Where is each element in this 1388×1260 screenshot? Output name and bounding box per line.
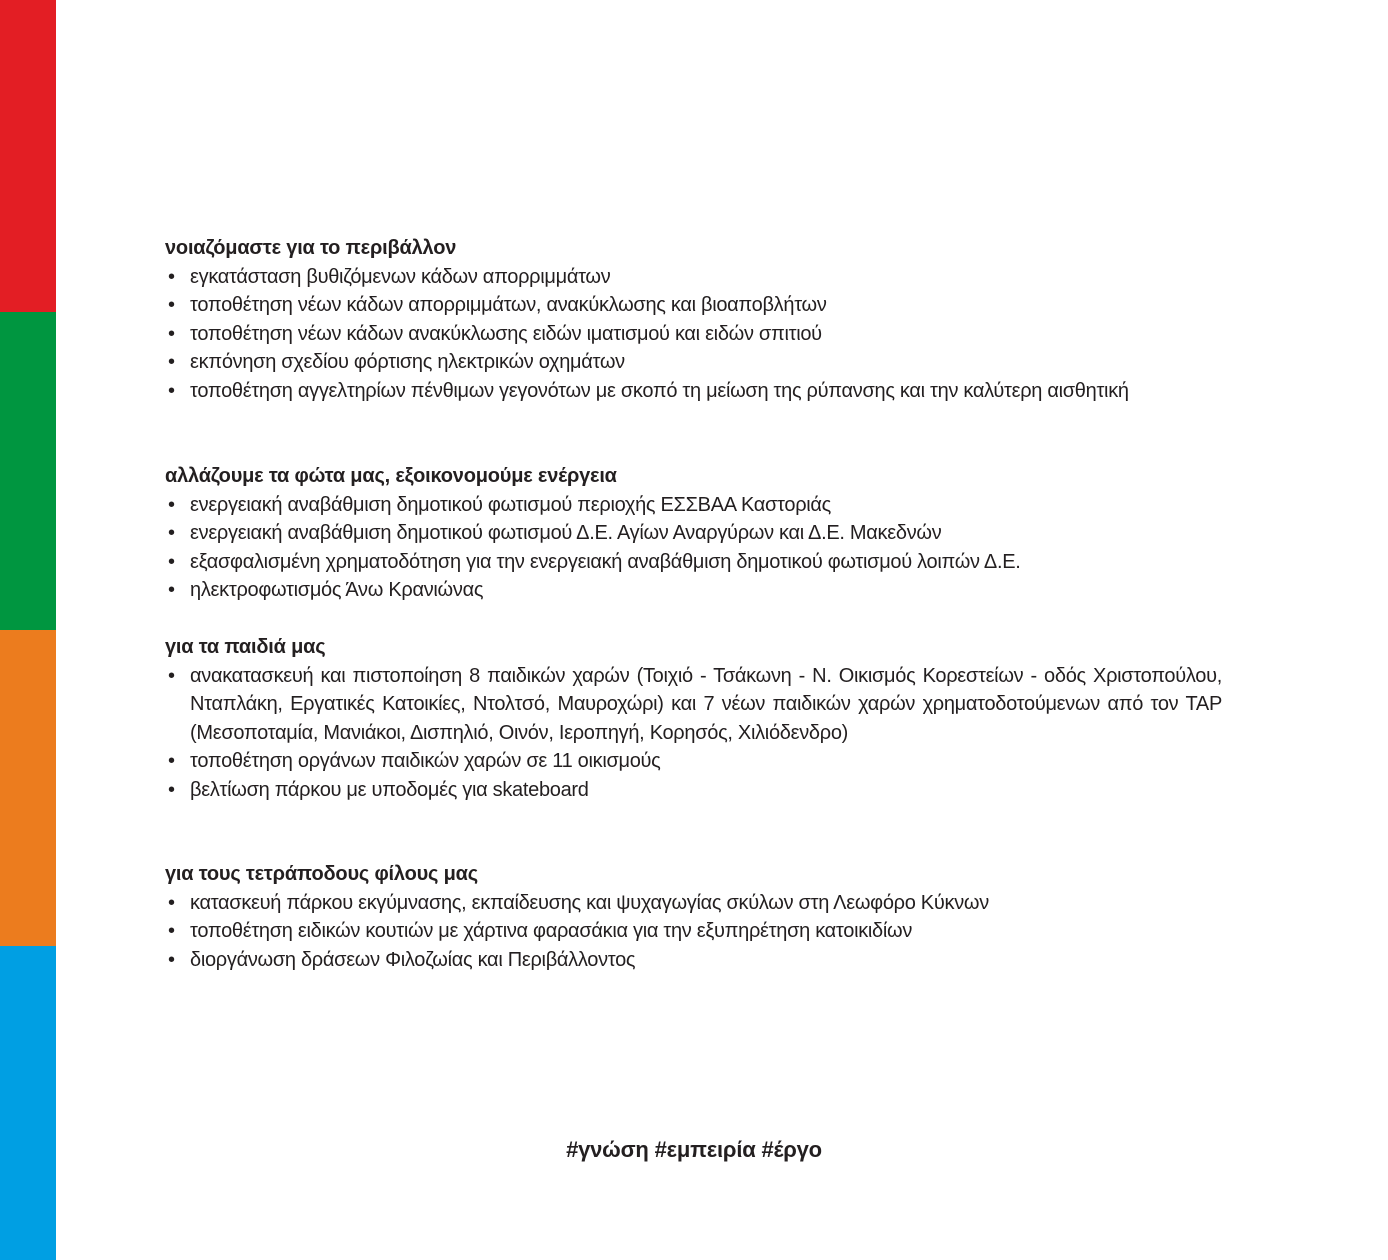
section-pets xyxy=(165,860,1222,974)
stripe-blue-segment xyxy=(0,946,56,1260)
list-item: • διοργάνωση δράσεων Φιλοζωίας και Περιβάλλοντος xyxy=(165,946,1222,975)
list-item: • ενεργειακή αναβάθμιση δημοτικού φωτισμού Δ.Ε. Αγίων Αναργύρων και Δ.Ε. Μακεδνών xyxy=(165,519,1222,548)
color-stripe xyxy=(0,0,56,1260)
section-heading: νοιαζόμαστε για το περιβάλλον xyxy=(165,237,457,259)
section-heading: για τα παιδιά μας xyxy=(165,636,326,658)
bullet-list xyxy=(165,889,1222,975)
list-item: • τοποθέτηση ειδικών κουτιών με χάρτινα φαρασάκια για την εξυπηρέτηση κατοικιδίων xyxy=(165,917,1222,946)
section-environment xyxy=(165,234,1222,405)
section-heading: αλλάζουμε τα φώτα μας, εξοικονομούμε ενέργεια xyxy=(165,465,617,487)
list-item: • τοποθέτηση νέων κάδων ανακύκλωσης ειδών ιματισμού και ειδών σπιτιού xyxy=(165,320,1222,349)
bullet-list xyxy=(165,491,1222,605)
list-item: • εκπόνηση σχεδίου φόρτισης ηλεκτρικών οχημάτων xyxy=(165,348,1222,377)
list-item: • τοποθέτηση νέων κάδων απορριμμάτων, ανακύκλωσης και βιοαποβλήτων xyxy=(165,291,1222,320)
bullet-list xyxy=(165,263,1222,406)
list-item: • τοποθέτηση αγγελτηρίων πένθιμων γεγονότων με σκοπό τη μείωση της ρύπανσης και την καλύτερη αισθητική xyxy=(165,377,1222,406)
list-item: • τοποθέτηση οργάνων παιδικών χαρών σε 11 οικισμούς xyxy=(165,747,1222,776)
section-lighting xyxy=(165,462,1222,605)
list-item: • ηλεκτροφωτισμός Άνω Κρανιώνας xyxy=(165,576,1222,605)
footer-hashtags: #γνώση #εμπειρία #έργο xyxy=(566,1137,822,1162)
list-item: • ενεργειακή αναβάθμιση δημοτικού φωτισμού περιοχής ΕΣΣΒΑΑ Καστοριάς xyxy=(165,491,1222,520)
bullet-list xyxy=(165,662,1222,805)
section-heading: για τους τετράποδους φίλους μας xyxy=(165,863,478,885)
list-item: • ανακατασκευή και πιστοποίηση 8 παιδικών χαρών (Τοιχιό - Τσάκωνη - Ν. Οικισμός Κορεστείων - οδός Χριστοπούλου, Νταπλάκη, Εργατικές Κατοικίες, Ντολτσό, Μαυροχώρι) και 7 νέων παιδικών χαρών χρηματοδοτούμενων από τον ΤΑΡ (Μεσοποταμία, Μανιάκοι, Δισπηλιό, Οινόν, Ιεροπηγή, Κορησός, Χιλιόδενδρο) xyxy=(165,662,1222,748)
list-item: • κατασκευή πάρκου εκγύμνασης, εκπαίδευσης και ψυχαγωγίας σκύλων στη Λεωφόρο Κύκνων xyxy=(165,889,1222,918)
list-item: • εγκατάσταση βυθιζόμενων κάδων απορριμμάτων xyxy=(165,263,1222,292)
stripe-red-segment xyxy=(0,0,56,312)
list-item: • βελτίωση πάρκου με υποδομές για skateboard xyxy=(165,776,1222,805)
stripe-green-segment xyxy=(0,312,56,630)
section-children xyxy=(165,633,1222,804)
list-item: • εξασφαλισμένη χρηματοδότηση για την ενεργειακή αναβάθμιση δημοτικού φωτισμού λοιπών Δ.Ε. xyxy=(165,548,1222,577)
stripe-orange-segment xyxy=(0,630,56,946)
